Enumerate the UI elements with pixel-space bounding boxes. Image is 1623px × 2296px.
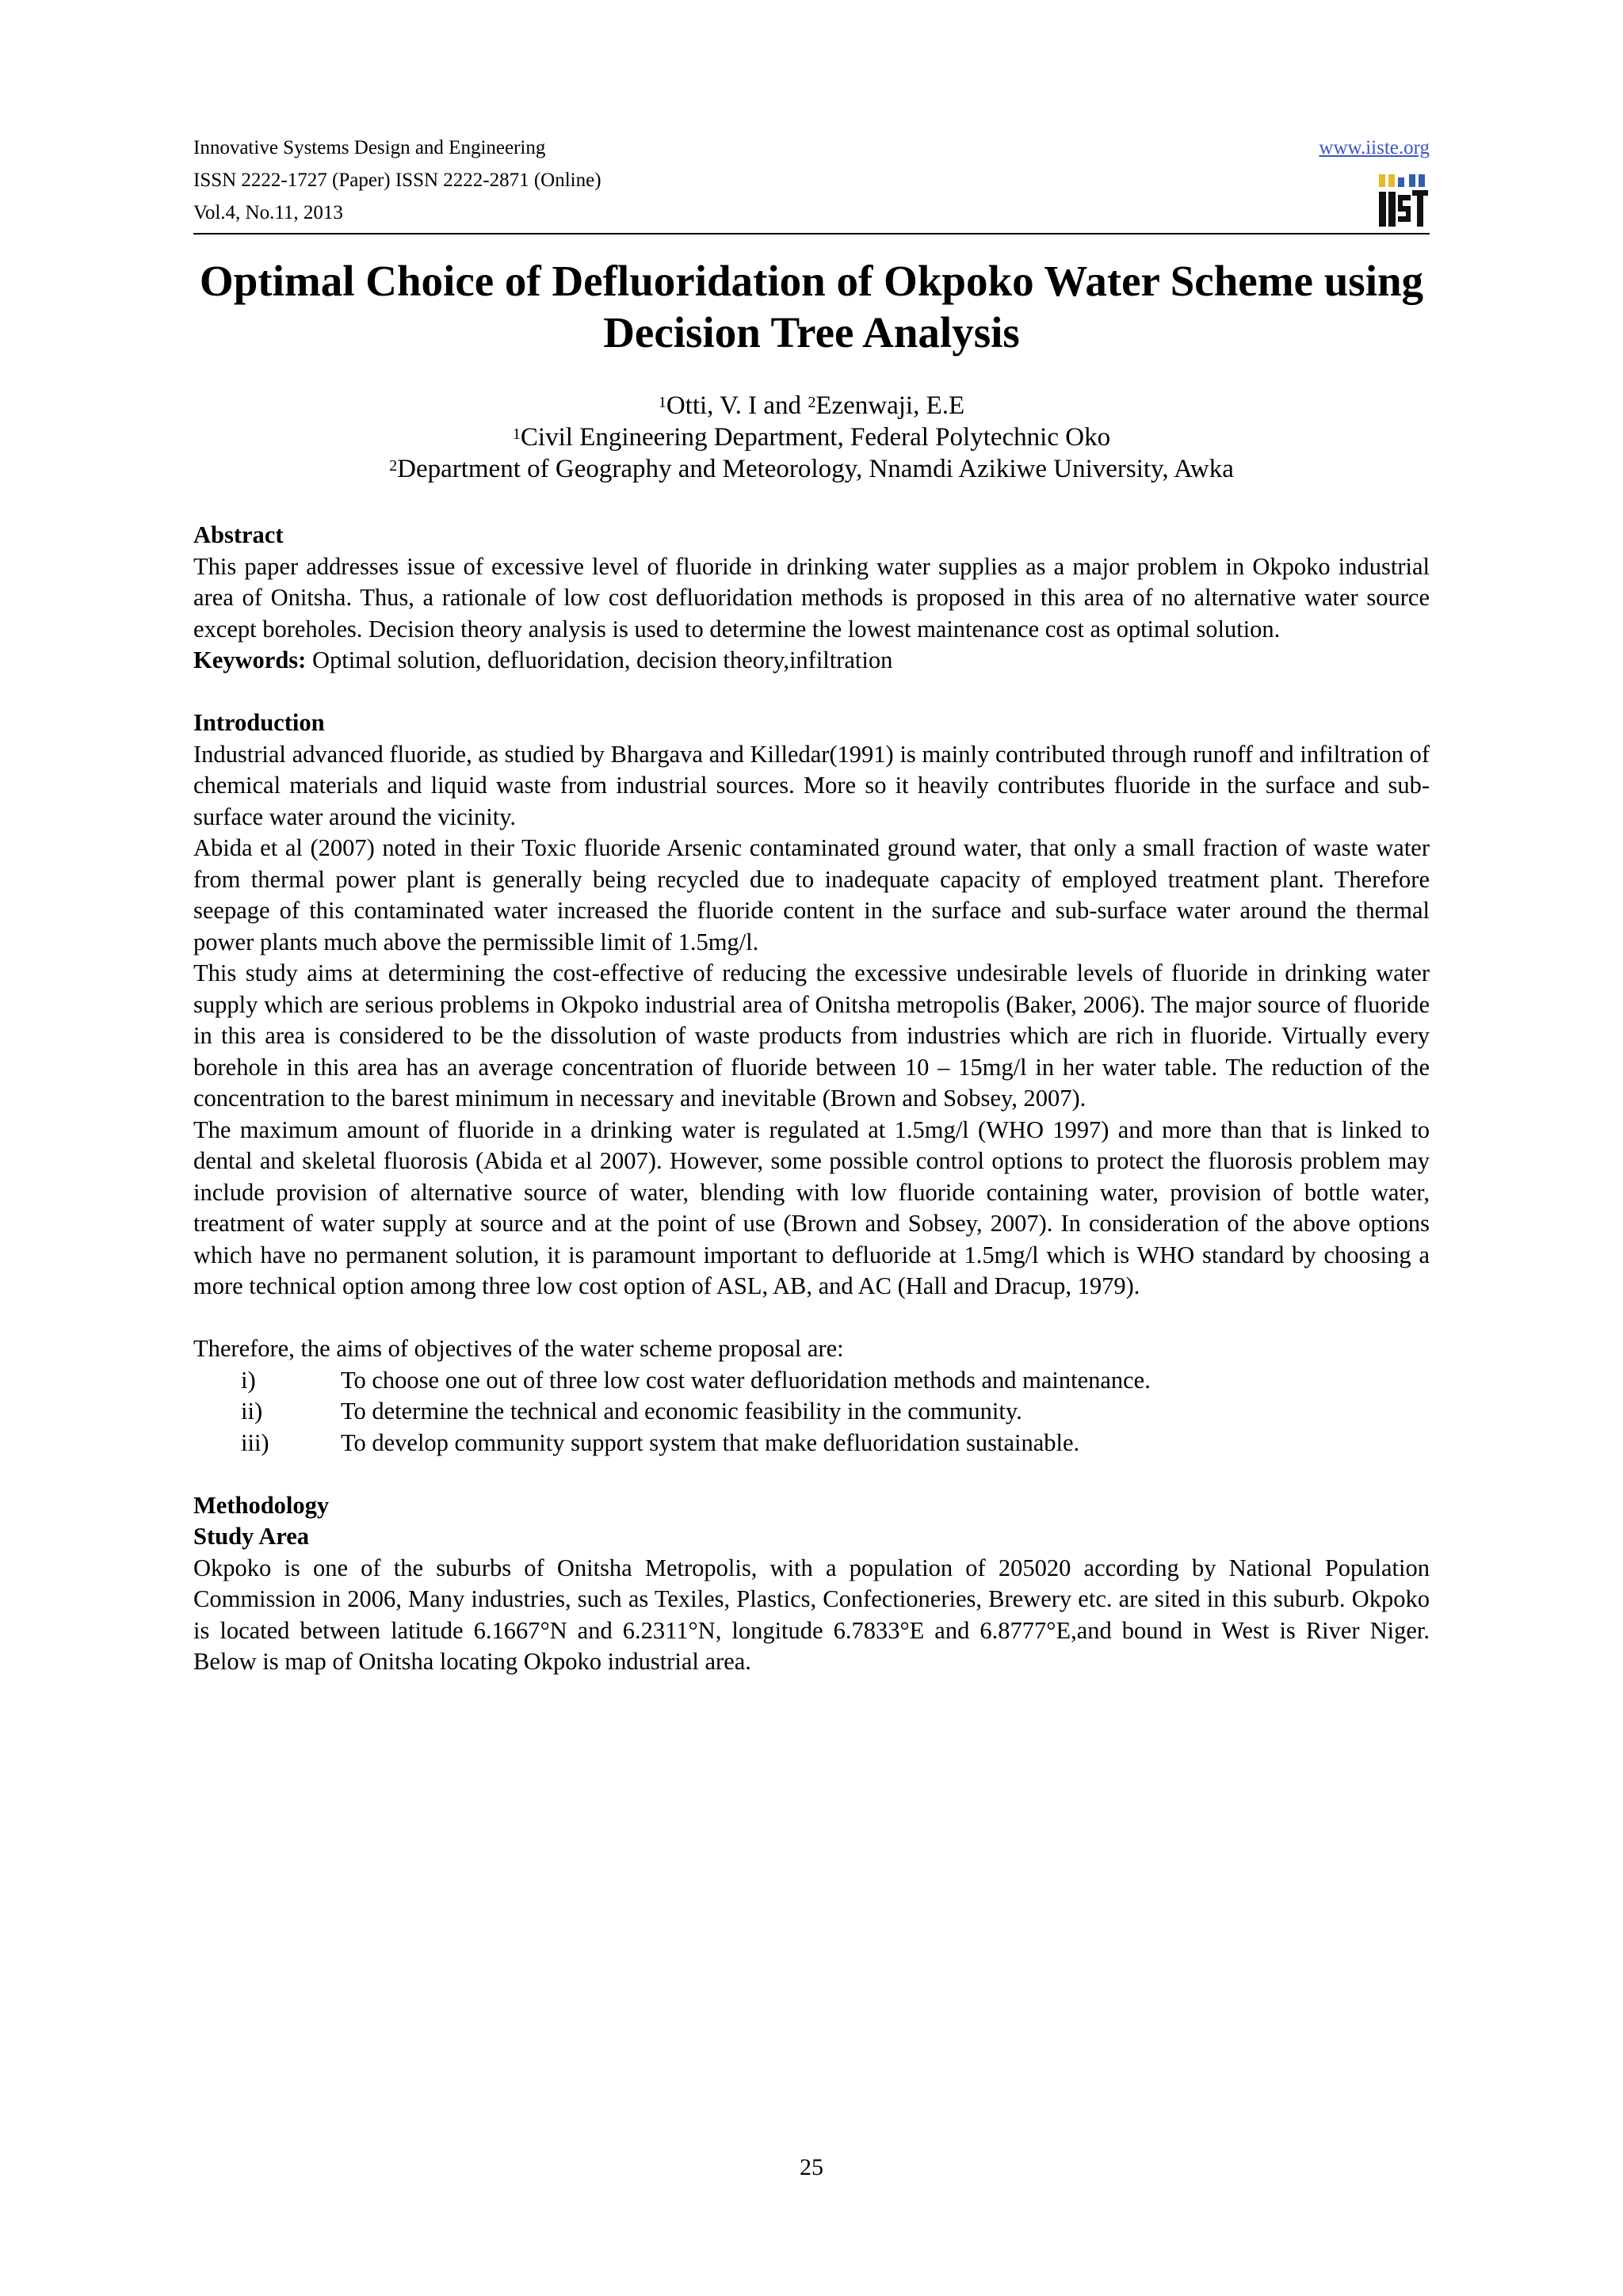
study-area-heading: Study Area <box>193 1523 310 1550</box>
intro-paragraph: This study aims at determining the cost-effective of reducing the excessive undesirable levels of fluoride in drinking water supply which are serious problems in Okpoko industrial area of Onitsha metropolis (Baker, 2006). The major source of fluoride in this area is considered to be the dissolution of waste products from industries which are rich in fluoride. Virtually every borehole in this area has an average concentration of fluoride between 10 – 15mg/l in her water table. The reduction of the concentration to the barest minimum in necessary and inevitable (Brown and Sobsey, 2007). <box>193 959 1430 1112</box>
author-sup-2: 2 <box>808 394 816 411</box>
iiste-logo <box>1377 171 1430 228</box>
affiliation-1-sup: 1 <box>512 425 521 443</box>
abstract-heading: Abstract <box>193 521 284 548</box>
intro-paragraph: The maximum amount of fluoride in a drinking water is regulated at 1.5mg/l (WHO 1997) and more than that is linked to dental and skeletal fluorosis (Abida et al 2007). However, some possible control options to protect the fluorosis problem may include provision of alternative source of water, blending with low fluoride containing water, provision of bottle water, treatment of water supply at source and at the point of use (Brown and Sobsey, 2007). In consideration of the above options which have no permanent solution, it is paramount important to defluoride at 1.5mg/l which is WHO standard by choosing a more technical option among three low cost option of ASL, AB, and AC (Hall and Dracup, 1979). <box>193 1116 1430 1299</box>
journal-issn: ISSN 2222-1727 (Paper) ISSN 2222-2871 (Online) <box>193 170 601 191</box>
affiliation-1 <box>143 421 1480 453</box>
author-2: Ezenwaji, E.E <box>815 391 965 420</box>
affiliation-2-sup: 2 <box>389 457 398 475</box>
objective-item <box>193 1428 1430 1459</box>
journal-name: Innovative Systems Design and Engineering <box>193 137 546 158</box>
author-names <box>143 390 1480 421</box>
journal-volume: Vol.4, No.11, 2013 <box>193 202 343 223</box>
website-link[interactable]: www.iiste.org <box>1319 137 1430 158</box>
author-sup-1: 1 <box>658 394 666 411</box>
author-1: Otti, V. I and <box>666 391 808 420</box>
objective-text: To determine the technical and economic feasibility in the community. <box>341 1398 1022 1425</box>
introduction-heading: Introduction <box>193 709 325 736</box>
intro-paragraph: Abida et al (2007) noted in their Toxic fluoride Arsenic contaminated ground water, that only a small fraction of waste water from thermal power plant is generally being recycled due to inadequate capacity of employed treatment plant. Therefore seepage of this contaminated water increased the fluoride content in the surface and sub-surface water around the thermal power plants much above the permissible limit of 1.5mg/l. <box>193 834 1430 955</box>
keywords-line <box>193 645 1430 677</box>
keywords-text: Optimal solution, defluoridation, decision theory,infiltration <box>306 646 893 673</box>
affiliation-1-text: Civil Engineering Department, Federal Polytechnic Oko <box>520 423 1111 452</box>
objective-text: To choose one out of three low cost water defluoridation methods and maintenance. <box>341 1366 1151 1394</box>
objective-number: ii) <box>241 1398 263 1425</box>
paper-body <box>193 520 1430 1678</box>
objective-number: iii) <box>241 1428 269 1456</box>
objective-text: To develop community support system that make defluoridation sustainable. <box>341 1428 1080 1456</box>
keywords-label: Keywords: <box>193 646 307 673</box>
methodology-heading: Methodology <box>193 1491 330 1519</box>
page-number: 25 <box>800 2154 823 2180</box>
header-right <box>1319 132 1430 164</box>
paper-title: Optimal Choice of Defluoridation of Okpoko Water Scheme using Decision Tree Analysis <box>199 257 1424 357</box>
study-area-text: Okpoko is one of the suburbs of Onitsha Metropolis, with a population of 205020 according by National Population Commission in 2006, Many industries, such as Texiles, Plastics, Confectioneries, Brewery etc. are sited in this suburb. Okpoko is located between latitude 6.1667°N and 6.2311°N, longitude 6.7833°E and 6.8777°E,and bound in West is River Niger. Below is map of Onitsha locating Okpoko industrial area. <box>193 1554 1430 1675</box>
affiliation-2 <box>143 453 1480 485</box>
abstract-text: This paper addresses issue of excessive level of fluoride in drinking water supplies as a major problem in Okpoko industrial area of Onitsha. Thus, a rationale of low cost defluoridation methods is proposed in this area of no alternative water source except boreholes. Decision theory analysis is used to determine the lowest maintenance cost as optimal solution. <box>193 552 1430 643</box>
journal-header <box>193 132 1430 235</box>
objectives-intro: Therefore, the aims of objectives of the water scheme proposal are: <box>193 1335 844 1362</box>
intro-paragraph: Industrial advanced fluoride, as studied by Bhargava and Killedar(1991) is mainly contributed through runoff and infiltration of chemical materials and liquid waste from industrial sources. More so it heavily contributes fluoride in the surface and sub-surface water around the vicinity. <box>193 740 1430 830</box>
objective-item <box>193 1365 1430 1397</box>
objective-item <box>193 1396 1430 1428</box>
affiliation-2-text: Department of Geography and Meteorology, Nnamdi Azikiwe University, Awka <box>397 455 1234 483</box>
author-block <box>143 390 1480 485</box>
objective-number: i) <box>241 1366 256 1394</box>
